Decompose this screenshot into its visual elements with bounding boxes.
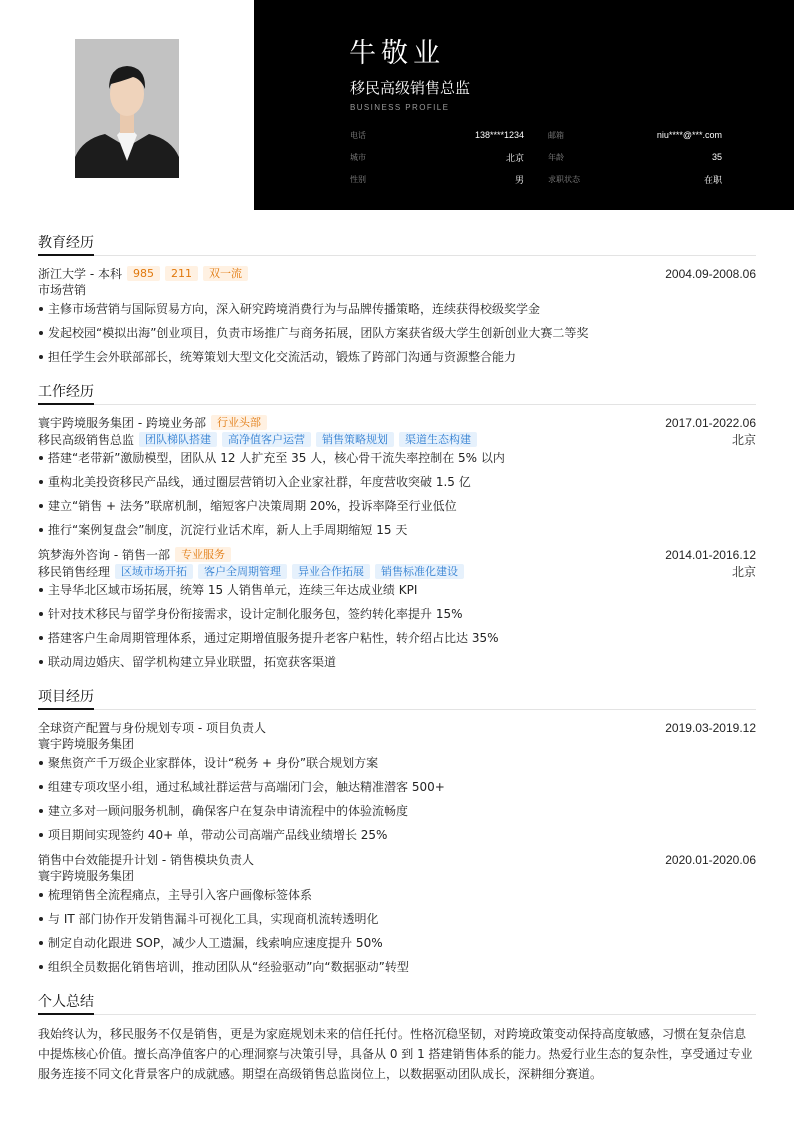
school-line [38,265,248,282]
skill-tag: 客户全周期管理 [198,564,287,579]
job-role-row [38,431,756,448]
job-bullets [38,582,756,670]
job-entry [38,546,756,670]
skill-tag: 高净值客户运营 [222,432,311,447]
project-row [38,851,756,868]
project-entry [38,851,756,975]
list-item: 建立多对一顾问服务机制，确保客户在复杂申请流程中的体验流畅度 [38,803,756,819]
section-title: 个人总结 [38,992,94,1015]
list-item: 建立“销售 + 法务”联席机制，缩短客户决策周期 20%，投诉率降至行业低位 [38,498,756,514]
info-label: 电话 [350,130,366,140]
info-value: 男 [514,174,524,185]
project-name: 销售中台效能提升计划 - 销售模块负责人 [38,853,254,867]
project-org: 寰宇跨境服务集团 [38,869,135,883]
section-header [38,991,756,1015]
section-header [38,232,756,256]
skill-tag: 团队梯队搭建 [139,432,217,447]
info-row [350,124,722,146]
list-item: 梳理销售全流程痛点，主导引入客户画像标签体系 [38,887,756,903]
major: 市场营销 [38,283,87,297]
list-item: 聚焦资产千万级企业家群体，设计“税务 + 身份”联合规划方案 [38,755,756,771]
job-role: 移民高级销售总监 [38,433,135,447]
info-value: 138****1234 [474,130,524,140]
school-name: 浙江大学 - 本科 [38,267,122,281]
section-title: 项目经历 [38,687,94,710]
job-role-row [38,563,756,580]
project-bullets [38,887,756,975]
list-item: 主导华北区域市场拓展，统筹 15 人销售单元，连续三年达成业绩 KPI [38,582,756,598]
skill-tag: 异业合作拓展 [292,564,370,579]
list-item: 发起校园“模拟出海”创业项目，负责市场推广与商务拓展，团队方案获省级大学生创新创业大赛二等奖 [38,325,756,341]
project-period: 2019.03-2019.12 [665,720,756,735]
info-row [350,168,722,190]
project-org: 寰宇跨境服务集团 [38,737,135,751]
job-org-line [38,546,231,563]
org-tag: 行业头部 [211,415,267,430]
list-item: 组建专项攻坚小组，通过私域社群运营与高端闭门会，触达精准潜客 500+ [38,779,756,795]
skill-tag: 销售标准化建设 [375,564,464,579]
projects-section [38,686,756,975]
info-row [350,146,722,168]
education-tag: 211 [165,266,198,281]
education-bullets [38,301,756,365]
job-role-line [38,431,477,448]
candidate-name: 牛敬业 [349,38,445,69]
job-org: 寰宇跨境服务集团 - 跨境业务部 [38,416,206,430]
info-value: 在职 [703,174,722,185]
section-header [38,686,756,710]
info-city [350,151,524,164]
skill-tag: 渠道生态构建 [399,432,477,447]
education-row [38,265,756,282]
section-title: 工作经历 [38,382,94,405]
job-city: 北京 [731,565,756,579]
info-value: niu****@***.com [656,130,722,140]
job-org-row [38,546,756,563]
list-item: 项目期间实现签约 40+ 单，带动公司高端产品线业绩增长 25% [38,827,756,843]
info-label: 城市 [350,152,366,162]
list-item: 搭建“老带新”激励模型，团队从 12 人扩充至 35 人，核心骨干流失率控制在 5% 以内 [38,450,756,466]
job-period: 2017.01-2022.06 [665,415,756,430]
list-item: 针对技术移民与留学身份衔接需求，设计定制化服务包，签约转化率提升 15% [38,606,756,622]
project-bullets [38,755,756,843]
skill-tag: 销售策略规划 [316,432,394,447]
job-entry [38,414,756,538]
list-item: 主修市场营销与国际贸易方向，深入研究跨境消费行为与品牌传播策略，连续获得校级奖学金 [38,301,756,317]
profile-photo [75,39,179,178]
contact-info-grid [350,124,722,190]
info-email [548,130,722,141]
job-title: 移民高级销售总监 [350,79,471,97]
profile-subtitle: BUSINESS PROFILE [350,103,450,112]
education-tag: 双一流 [203,266,248,281]
job-org-line [38,414,267,431]
job-bullets [38,450,756,538]
skill-tag: 区域市场开拓 [115,564,193,579]
job-city: 北京 [731,433,756,447]
info-gender [350,173,524,186]
info-age [548,152,722,163]
job-org: 筑梦海外咨询 - 销售一部 [38,548,170,562]
job-period: 2014.01-2016.12 [665,547,756,562]
education-period: 2004.09-2008.06 [665,266,756,281]
info-label: 性别 [350,174,366,184]
project-entry [38,719,756,843]
list-item: 与 IT 部门协作开发销售漏斗可视化工具，实现商机流转透明化 [38,911,756,927]
list-item: 搭建客户生命周期管理体系，通过定期增值服务提升老客户粘性，转介绍占比达 35% [38,630,756,646]
project-period: 2020.01-2020.06 [665,852,756,867]
section-title: 教育经历 [38,233,94,256]
section-header [38,381,756,405]
project-row [38,719,756,736]
work-section [38,381,756,670]
info-label: 邮箱 [548,130,564,140]
list-item: 重构北美投资移民产品线，通过圈层营销切入企业家社群，年度营收突破 1.5 亿 [38,474,756,490]
info-label: 求职状态 [548,174,580,184]
job-role: 移民销售经理 [38,565,111,579]
education-tag: 985 [127,266,160,281]
project-name: 全球资产配置与身份规划专项 - 项目负责人 [38,721,266,735]
info-job-status [548,173,722,186]
resume-content [38,232,756,1100]
list-item: 推行“案例复盘会”制度，沉淀行业话术库，新人上手周期缩短 15 天 [38,522,756,538]
list-item: 联动周边婚庆、留学机构建立异业联盟，拓宽获客渠道 [38,654,756,670]
job-org-row [38,414,756,431]
job-role-line [38,563,464,580]
summary-section [38,991,756,1084]
info-value: 北京 [505,152,524,163]
info-phone [350,130,524,141]
org-tag: 专业服务 [175,547,231,562]
list-item: 担任学生会外联部部长，统筹策划大型文化交流活动，锻炼了跨部门沟通与资源整合能力 [38,349,756,365]
info-label: 年龄 [548,152,564,162]
education-section [38,232,756,365]
info-value: 35 [711,152,722,162]
list-item: 制定自动化跟进 SOP，减少人工遗漏，线索响应速度提升 50% [38,935,756,951]
list-item: 组织全员数据化销售培训，推动团队从“经验驱动”向“数据驱动”转型 [38,959,756,975]
summary-text: 我始终认为，移民服务不仅是销售，更是为家庭规划未来的信任托付。性格沉稳坚韧，对跨境政策变动保持高度敏感，习惯在复杂信息中提炼核心价值。擅长高净值客户的心理洞察与决策引导，具备从 0 到 1 搭建销售体系的能力。热爱行业生态的复杂性，享受通过专业服务连接不同文化背景客户的成就感。期望在高级销售总监岗位上，以数据驱动团队成长，深耕细分赛道。 [38,1027,753,1081]
